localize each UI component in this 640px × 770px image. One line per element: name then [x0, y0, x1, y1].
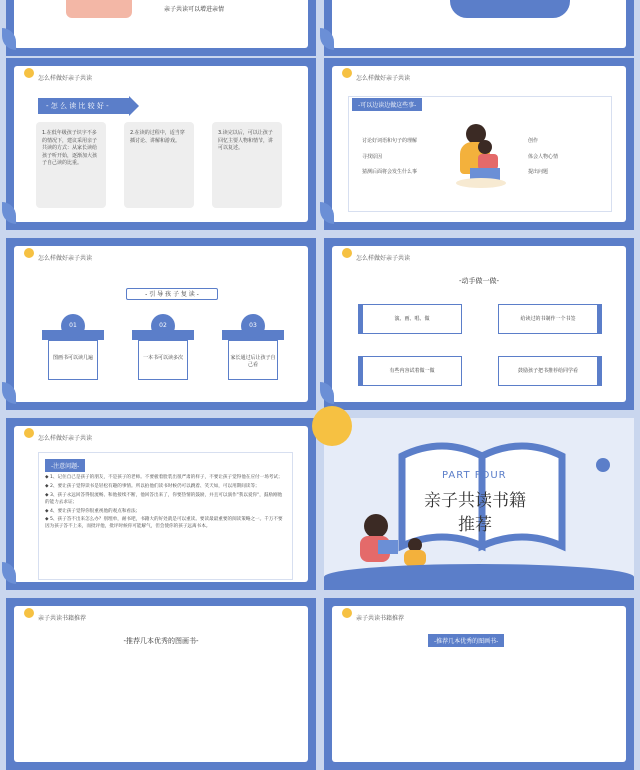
activity-box: 鼓励孩子把书推荐给同学看 [498, 356, 598, 386]
wave-decoration [324, 564, 634, 590]
right-list [528, 138, 558, 179]
slide-header: 怎么样做好亲子共读 [356, 255, 411, 262]
step-number: 02 [151, 314, 175, 338]
slide-header: 怎么样做好亲子共读 [356, 75, 411, 82]
step-box: 一本书可以读多次 [138, 340, 188, 380]
slide-5-card [14, 246, 308, 402]
slide-6-card [332, 246, 626, 402]
list-item: 体会人物心情 [528, 153, 559, 160]
slide-header: 亲子共读书籍推荐 [38, 615, 87, 622]
list-item: ◆ 4、要让孩子觉得你很重视他的观点和看法； [45, 508, 141, 514]
step-box: 家长通过后让孩子自己看 [228, 340, 278, 380]
tip-box-3: 3.读完以后，可以让孩子回忆主要人物和情节，讲可以复述。 [212, 122, 282, 208]
left-list [362, 138, 417, 179]
blue-pill-shape [450, 0, 570, 18]
slide-2[interactable] [324, 0, 634, 56]
notice-list [45, 475, 286, 533]
list-item: ◆ 3、孩子永远回答得很流畅、和他接续不断，他回答出来了，你要热情的鼓励，并且可以演作"我以爱你"，鼓励刚他的能力去求证； [45, 492, 283, 505]
slide-10[interactable] [324, 598, 634, 770]
section-tag: -推荐几本优秀的图画书- [428, 634, 504, 647]
slide-1-caption: 亲子共读可以增进亲情 [164, 6, 225, 13]
yellow-dot [24, 68, 34, 78]
yellow-dot [342, 248, 352, 258]
list-item: 猜测后面将会发生什么事 [362, 169, 418, 175]
slide-10-card [332, 606, 626, 762]
slide-1[interactable] [6, 0, 316, 56]
illustration-mother-reading [456, 124, 506, 190]
illustration-family [66, 0, 132, 18]
slide-3-card [14, 66, 308, 222]
yellow-dot [342, 68, 352, 78]
slide-header: 怎么样做好亲子共读 [38, 255, 93, 262]
slide-header: 怎么样做好亲子共读 [38, 75, 93, 82]
slide-8[interactable] [324, 418, 634, 590]
yellow-dot [24, 608, 34, 618]
activity-box: 演、画、唱、做 [362, 304, 462, 334]
activity-box: 给读过的书制作一个书签 [498, 304, 598, 334]
illustration-child [404, 538, 428, 568]
section-title-line2: 推荐 [458, 515, 492, 535]
section-arrow-tag: - 怎 么 读 比 较 好 - [38, 98, 130, 114]
list-item: 创作 [528, 138, 539, 144]
section-title: - 引 导 孩 子 复 读 - [126, 288, 218, 300]
yellow-dot [342, 608, 352, 618]
notice-frame [38, 452, 293, 580]
list-item: 讨论好词语和句子的理解 [362, 138, 418, 144]
yellow-circle-icon [312, 406, 352, 446]
activity-box: 有些内容试着做一做 [362, 356, 462, 386]
slide-header: 怎么样做好亲子共读 [38, 435, 93, 442]
list-item: 寻找原因 [362, 153, 383, 160]
section-title: -推荐几本优秀的图画书- [123, 637, 199, 645]
list-item: ◆ 5、孩子答不出来怎么办？别埋单，耐书吧，书籍大的好处就是可以重读。要读最最重要的阅读策略之一。千万不要因为孩子答不上来，而批评他，批评时候你可能解气，但会使你的孩子远离书本。 [45, 517, 283, 530]
slide-7[interactable] [6, 418, 316, 590]
slide-9-card [14, 606, 308, 762]
slide-6[interactable] [324, 238, 634, 410]
list-item: ◆ 1、记住自己是孩子的朋友，不是孩子的老师。不要板着脸装出很严肃的样子，不要让孩子觉得他在应付一场考试； [45, 475, 283, 480]
part-label: PART FOUR [442, 470, 507, 481]
yellow-dot [24, 248, 34, 258]
step-number: 01 [61, 314, 85, 338]
tip-box-2: 2.在读的过程中，适当穿插讨论、讲解和游戏。 [124, 122, 194, 208]
slide-9[interactable] [6, 598, 316, 770]
section-title-line1: 亲子共读书籍 [424, 491, 526, 511]
step-number: 03 [241, 314, 265, 338]
slide-3[interactable] [6, 58, 316, 230]
slide-4[interactable] [324, 58, 634, 230]
list-item: ◆ 2、要让孩子觉得读书是轻松有趣的事情。所以拍他们读书时候仍可以跳着、笑天如，可以用期间读等； [45, 483, 260, 489]
section-tag: -可以边读边做这些事- [352, 98, 422, 111]
list-item: 提出问题 [528, 169, 549, 175]
section-title: -动手做一做- [458, 277, 500, 285]
step-box: 图画书可以读几遍 [48, 340, 98, 380]
tip-box-1: 1.在低年级孩子识字不多的情况下，建议采用亲子共读的方式：从家长读给孩子听开始，逐渐加大孩子自己读的比重。 [36, 122, 106, 208]
slide-2-card [332, 0, 626, 48]
slide-5[interactable] [6, 238, 316, 410]
slide-1-card [14, 0, 308, 48]
slide-7-card [14, 426, 308, 582]
yellow-dot [24, 428, 34, 438]
section-tag: -注意问题- [45, 459, 85, 472]
blue-dot-icon [596, 458, 610, 472]
slide-header: 亲子共读书籍推荐 [356, 615, 405, 622]
slide-4-card [332, 66, 626, 222]
illustration-girl-reading [354, 514, 404, 570]
